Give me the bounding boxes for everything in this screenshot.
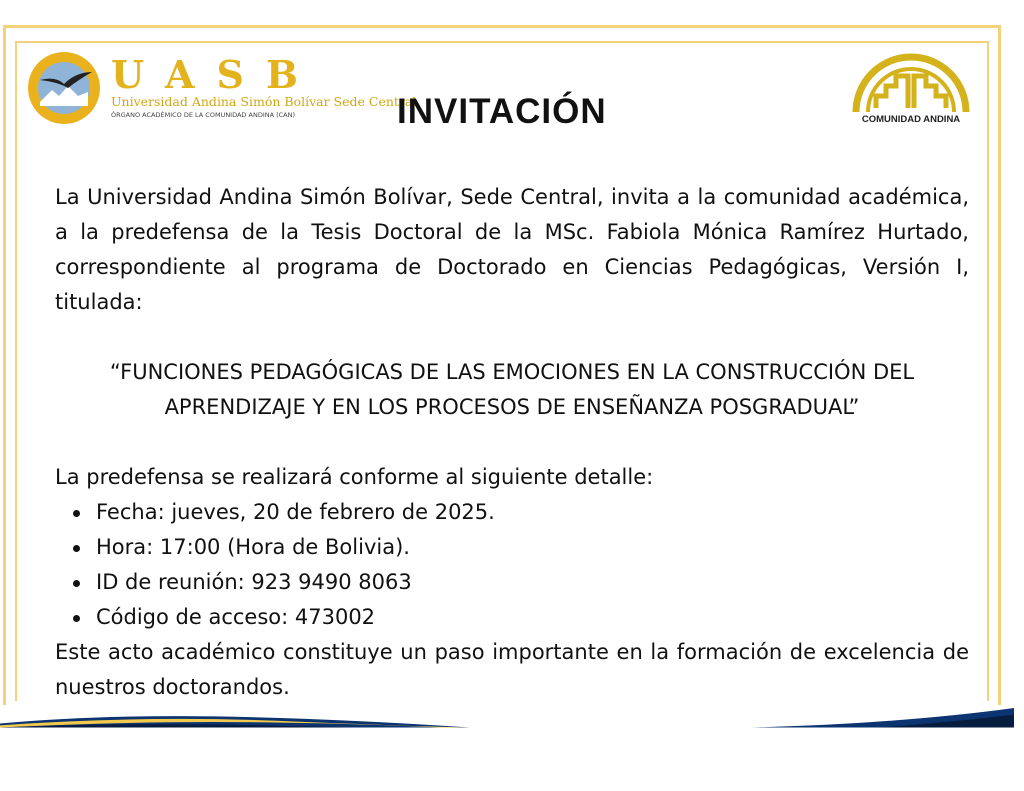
comunidad-andina-emblem-icon — [852, 50, 970, 114]
uasb-letters: UASB — [111, 52, 321, 97]
uasb-emblem-icon — [26, 50, 106, 130]
comunidad-andina-text: COMUNIDAD ANDINA — [861, 114, 961, 125]
university-name: Universidad Andina Simón Bolívar Sede Central — [111, 94, 417, 109]
closing-paragraph: Este acto académico constituye un paso importante en la formación de excelencia de nuestros doctorandos. — [55, 640, 969, 699]
detail-access-code: Código de acceso: 473002 — [73, 600, 969, 635]
uasb-logo — [26, 50, 417, 130]
page-title: INVITACIÓN — [397, 92, 607, 131]
details-intro: La predefensa se realizará conforme al siguiente detalle: — [55, 465, 654, 489]
comunidad-andina-logo — [852, 50, 970, 130]
intro-paragraph: La Universidad Andina Simón Bolívar, Sede Central, invita a la comunidad académica, a la predefensa de la Tesis Doctoral de la MSc. Fabiola Mónica Ramírez Hurtado, correspondiente al programa de Doctorado en Ciencias Pedagógicas, Versión I, titulada: — [55, 185, 969, 314]
invitation-body — [55, 180, 969, 705]
decorative-wave — [0, 708, 1024, 728]
details-list — [55, 495, 969, 635]
thesis-title: “FUNCIONES PEDAGÓGICAS DE LAS EMOCIONES EN LA CONSTRUCCIÓN DEL APRENDIZAJE Y EN LOS PROCESOS DE ENSEÑANZA POSGRADUAL” — [109, 360, 915, 419]
university-subtitle: ÓRGANO ACADÉMICO DE LA COMUNIDAD ANDINA (CAN) — [111, 111, 296, 119]
detail-time: Hora: 17:00 (Hora de Bolivia). — [73, 530, 969, 565]
detail-meeting-id: ID de reunión: 923 9490 8063 — [73, 565, 969, 600]
detail-date: Fecha: jueves, 20 de febrero de 2025. — [73, 495, 969, 530]
